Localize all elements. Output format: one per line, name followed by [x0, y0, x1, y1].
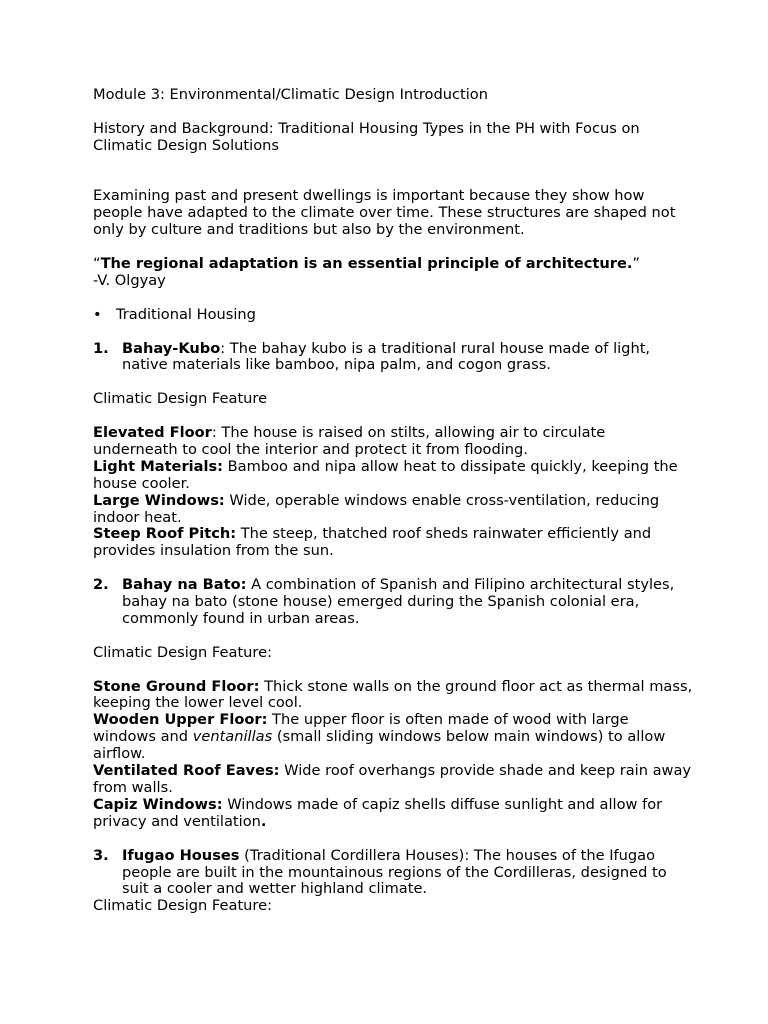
house-2-number: 2.: [93, 576, 109, 594]
quote-author: -V. Olgyay: [93, 271, 166, 289]
feature-item: [93, 425, 693, 459]
feature-text: Wide roof overhangs provide shade and keep rain away from walls.: [93, 762, 692, 796]
house-1-description: : The bahay kubo is a traditional rural house made of light, native materials like bamboo, nipa palm, and cogon grass.: [122, 339, 651, 374]
house-2-item: [93, 577, 693, 628]
feature-item: [93, 679, 693, 713]
feature-term: Capiz Windows:: [93, 795, 223, 813]
feature-item: [93, 459, 693, 493]
house-3-number: 3.: [93, 846, 109, 864]
house-3-feature-heading: Climatic Design Feature:: [93, 897, 272, 915]
house-1-name: Bahay-Kubo: [122, 339, 221, 357]
feature-text: Bamboo and nipa allow heat to dissipate quickly, keeping the house cooler.: [93, 457, 678, 492]
feature-term: Ventilated Roof Eaves:: [93, 762, 280, 780]
bullet-text: Traditional Housing: [116, 305, 256, 323]
house-1-item: [93, 341, 693, 375]
house-1-features: [93, 425, 693, 560]
house-3-item: [93, 848, 693, 899]
feature-term: Large Windows:: [93, 491, 225, 509]
bullet-dot-icon: •: [93, 305, 102, 323]
feature-text: The steep, thatched roof sheds rainwater efficiently and provides insulation from the sun.: [93, 525, 652, 560]
house-1-number: 1.: [93, 339, 109, 357]
feature-item: [93, 493, 693, 527]
house-2-features: [93, 679, 693, 831]
house-3-name: Ifugao Houses: [122, 846, 240, 864]
house-1-feature-heading: Climatic Design Feature: [93, 390, 268, 408]
feature-text: Thick stone walls on the ground floor act as thermal mass, keeping the lower level cool.: [93, 677, 693, 712]
quote-open-mark: “: [93, 255, 101, 273]
feature-term: Wooden Upper Floor:: [93, 711, 268, 729]
feature-text: (small sliding windows below main windows) to allow airflow.: [93, 728, 666, 763]
history-title: History and Background: Traditional Housing Types in the PH with Focus on Climatic Design Solutions: [93, 119, 640, 154]
feature-end-period: .: [260, 812, 267, 830]
intro-paragraph: Examining past and present dwellings is important because they show how people have adapted to the climate over time. These structures are shaped not only by culture and traditions but also by the environment.: [93, 187, 676, 239]
feature-text: Windows made of capiz shells diffuse sunlight and allow for privacy and ventilation: [93, 795, 663, 830]
feature-italic-term: ventanillas: [192, 728, 273, 746]
house-3-description: (Traditional Cordillera Houses): The houses of the Ifugao people are built in the mountainous regions of the Cordilleras, designed to suit a cooler and wetter highland climate.: [122, 846, 667, 898]
feature-text: Wide, operable windows enable cross-ventilation, reducing indoor heat.: [93, 491, 660, 526]
house-2-description: A combination of Spanish and Filipino architectural styles, bahay na bato (stone house) emerged during the Spanish colonial era, commonly found in urban areas.: [122, 576, 675, 627]
feature-term: Elevated Floor: [93, 424, 212, 442]
house-2-name: Bahay na Bato:: [122, 576, 247, 594]
feature-text: The upper floor is often made of wood with large windows and: [93, 711, 629, 746]
feature-item: [93, 712, 693, 763]
feature-term: Light Materials:: [93, 457, 224, 475]
module-title: Module 3: Environmental/Climatic Design Introduction: [93, 86, 488, 103]
feature-term: Steep Roof Pitch:: [93, 525, 237, 543]
feature-item: [93, 526, 693, 560]
quote-close-mark: ”: [632, 255, 640, 273]
feature-text: : The house is raised on stilts, allowing air to circulate underneath to cool the interior and protect it from flooding.: [93, 424, 606, 458]
document-page: [93, 87, 693, 915]
bullet-item: [93, 307, 693, 324]
quote: [93, 256, 693, 273]
feature-item: [93, 797, 693, 831]
quote-text: The regional adaptation is an essential principle of architecture.: [100, 255, 633, 273]
feature-item: [93, 763, 693, 797]
house-2-feature-heading: Climatic Design Feature:: [93, 643, 272, 661]
feature-term: Stone Ground Floor:: [93, 677, 260, 695]
